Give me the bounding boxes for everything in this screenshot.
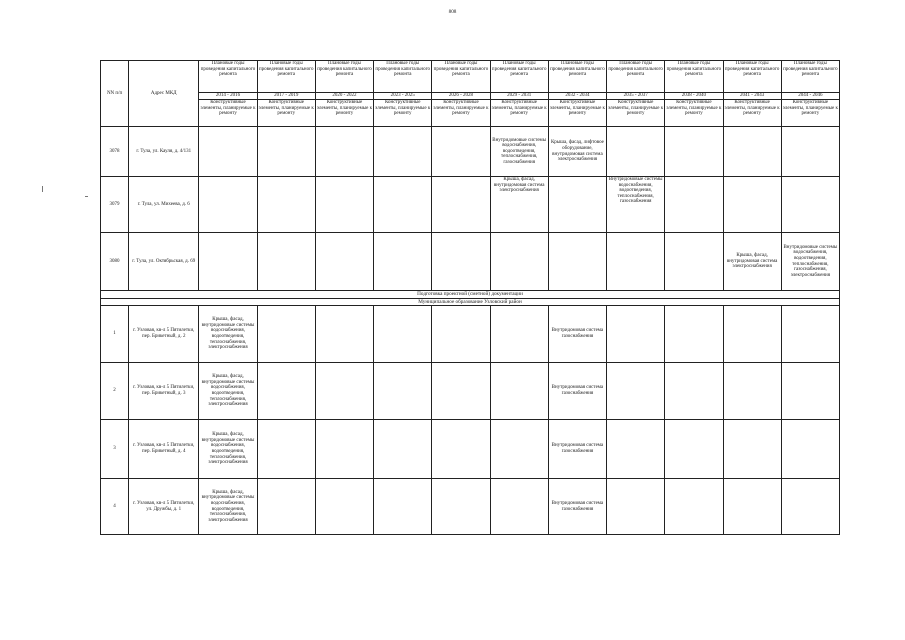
repair-cell	[315, 177, 373, 233]
column-header-elements: Конструктивные элементы, планируемые к ремонту	[490, 100, 548, 127]
row-address: г. Узловая, кв-л 5 Пятилетки, пер. Брикетный, д. 2	[129, 306, 199, 363]
column-header-period-label: Плановые годы проведения капитального ремонта	[723, 61, 781, 93]
repair-cell	[432, 177, 490, 233]
column-header-period-label: Плановые годы проведения капитального ремонта	[315, 61, 373, 93]
column-header-period-label: Плановые годы проведения капитального ремонта	[374, 61, 432, 93]
repair-cell	[374, 306, 432, 363]
repair-cell	[781, 363, 839, 420]
repair-cell	[257, 306, 315, 363]
column-header-address: Адрес МКД	[129, 61, 199, 127]
row-address: г. Тула, ул. Кауля, д. 4/131	[129, 127, 199, 177]
repair-cell	[781, 420, 839, 479]
repair-cell	[490, 233, 548, 291]
row-number: 1	[101, 306, 129, 363]
column-header-number: NN п/п	[101, 61, 129, 127]
repair-cell	[374, 233, 432, 291]
section-row	[101, 291, 840, 299]
column-header-elements: Конструктивные элементы, планируемые к ремонту	[548, 100, 606, 127]
repair-cell	[607, 127, 665, 177]
header-row	[101, 93, 840, 100]
header-row	[101, 100, 840, 127]
repair-cell: Крыша, фасад, внутридомовые системы водоснабжения, водоотведения, теплоснабжения, электроснабжения	[199, 306, 257, 363]
column-header-elements: Конструктивные элементы, планируемые к ремонту	[607, 100, 665, 127]
table-row	[101, 233, 840, 291]
column-header-elements: Конструктивные элементы, планируемые к ремонту	[315, 100, 373, 127]
repair-cell: Внутридомовые системы водоснабжения, водоотведения, теплоснабжения, газоснабжения	[490, 127, 548, 177]
table-body	[101, 127, 840, 535]
column-header-years: 2014 - 2016	[199, 93, 257, 100]
repair-cell: Внутридомовая система газоснабжения	[548, 479, 606, 535]
repair-cell: Внутридомовые системы водоснабжения, водоотведения, теплоснабжения, газоснабжения, электроснабжения	[781, 233, 839, 291]
column-header-period-label: Плановые годы проведения капитального ремонта	[432, 61, 490, 93]
column-header-years: 2041 - 2043	[723, 93, 781, 100]
table-row	[101, 420, 840, 479]
repair-cell	[432, 363, 490, 420]
row-number: 3	[101, 420, 129, 479]
repair-cell	[257, 420, 315, 479]
repair-cell	[723, 306, 781, 363]
repair-cell	[257, 479, 315, 535]
repair-cell: Крыша, фасад, лифтовое оборудование, внутридомовая система электроснабжения	[548, 127, 606, 177]
row-address: г. Узловая, кв-л 5 Пятилетки, пер. Брикетный, д. 3	[129, 363, 199, 420]
repair-cell	[548, 233, 606, 291]
repair-cell	[374, 127, 432, 177]
repair-cell	[781, 177, 839, 233]
repair-cell	[490, 363, 548, 420]
repair-cell	[490, 479, 548, 535]
repair-cell	[315, 306, 373, 363]
repair-cell	[490, 420, 548, 479]
repair-cell: Внутридомовая система газоснабжения	[548, 363, 606, 420]
repair-cell	[665, 306, 723, 363]
row-address: г. Тула, ул. Октябрьская, д. 69	[129, 233, 199, 291]
repair-cell	[781, 479, 839, 535]
repair-cell	[315, 127, 373, 177]
column-header-elements: Конструктивные элементы, планируемые к ремонту	[781, 100, 839, 127]
repair-cell	[374, 177, 432, 233]
repair-cell	[199, 177, 257, 233]
column-header-years: 2017 - 2019	[257, 93, 315, 100]
repair-cell	[199, 127, 257, 177]
column-header-period-label: Плановые годы проведения капитального ремонта	[665, 61, 723, 93]
repair-cell	[432, 127, 490, 177]
repair-cell	[607, 479, 665, 535]
scan-mark	[85, 196, 88, 197]
table-row	[101, 363, 840, 420]
column-header-years: 2035 - 2037	[607, 93, 665, 100]
column-header-period-label: Плановые годы проведения капитального ремонта	[548, 61, 606, 93]
repair-cell	[665, 363, 723, 420]
repair-cell: Крыша, фасад, внутридомовые системы водоснабжения, водоотведения, теплоснабжения, электроснабжения	[199, 479, 257, 535]
column-header-period-label: Плановые годы проведения капитального ремонта	[607, 61, 665, 93]
repair-cell	[723, 177, 781, 233]
repair-cell: Крыша, фасад, внутридомовые системы водоснабжения, водоотведения, теплоснабжения, электроснабжения	[199, 363, 257, 420]
repair-cell	[432, 420, 490, 479]
repair-cell	[374, 420, 432, 479]
column-header-years: 2032 - 2034	[548, 93, 606, 100]
column-header-elements: Конструктивные элементы, планируемые к ремонту	[723, 100, 781, 127]
column-header-period-label: Плановые годы проведения капитального ремонта	[257, 61, 315, 93]
repair-cell	[723, 420, 781, 479]
repair-cell	[432, 306, 490, 363]
column-header-elements: Конструктивные элементы, планируемые к ремонту	[199, 100, 257, 127]
repair-cell: Внутридомовая система газоснабжения	[548, 420, 606, 479]
repair-cell	[665, 233, 723, 291]
repair-cell	[665, 177, 723, 233]
repair-cell	[432, 479, 490, 535]
column-header-period-label: Плановые годы проведения капитального ремонта	[199, 61, 257, 93]
repair-cell	[199, 233, 257, 291]
row-number: 2	[101, 363, 129, 420]
row-number: 4	[101, 479, 129, 535]
repair-cell	[607, 420, 665, 479]
repair-cell	[723, 363, 781, 420]
repair-cell: Внутридомовая система газоснабжения	[548, 306, 606, 363]
repair-cell	[315, 420, 373, 479]
column-header-years: 2044 - 2046	[781, 93, 839, 100]
repair-cell	[781, 127, 839, 177]
table-row	[101, 306, 840, 363]
repair-cell: Крыша, фасад, внутридомовая система электроснабжения	[490, 177, 548, 233]
repair-cell	[723, 479, 781, 535]
row-number: 3079	[101, 177, 129, 233]
column-header-elements: Конструктивные элементы, планируемые к ремонту	[432, 100, 490, 127]
row-address: г. Узловая, кв-л 5 Пятилетки, пер. Брикетный, д. 4	[129, 420, 199, 479]
column-header-elements: Конструктивные элементы, планируемые к ремонту	[257, 100, 315, 127]
repair-cell	[315, 363, 373, 420]
repair-cell	[723, 127, 781, 177]
repair-cell	[548, 177, 606, 233]
row-number: 3080	[101, 233, 129, 291]
capital-repair-table	[100, 60, 840, 535]
row-number: 3078	[101, 127, 129, 177]
page-number: 808	[448, 9, 457, 15]
table-row	[101, 479, 840, 535]
repair-cell	[665, 420, 723, 479]
repair-cell: Внутридомовые системы водоснабжения, водоотведения, теплоснабжения, газоснабжения	[607, 177, 665, 233]
column-header-years: 2020 - 2022	[315, 93, 373, 100]
row-address: г. Тула, ул. Михеева, д. 6	[129, 177, 199, 233]
repair-cell	[607, 306, 665, 363]
column-header-years: 2029 - 2031	[490, 93, 548, 100]
row-address: г. Узловая, кв-л 5 Пятилетки, ул. Дружбы, д. 1	[129, 479, 199, 535]
section-subtitle: Муниципальное образование Узловский район	[101, 298, 840, 306]
table-row	[101, 177, 840, 233]
repair-cell	[257, 233, 315, 291]
column-header-years: 2023 - 2025	[374, 93, 432, 100]
column-header-years: 2038 - 2040	[665, 93, 723, 100]
repair-cell	[374, 479, 432, 535]
repair-cell	[315, 479, 373, 535]
column-header-elements: Конструктивные элементы, планируемые к ремонту	[374, 100, 432, 127]
repair-cell	[607, 363, 665, 420]
repair-cell	[432, 233, 490, 291]
repair-cell	[257, 127, 315, 177]
repair-cell	[607, 233, 665, 291]
repair-cell	[374, 363, 432, 420]
table-header	[101, 61, 840, 127]
repair-cell	[257, 363, 315, 420]
scan-mark	[42, 186, 43, 192]
repair-cell	[665, 127, 723, 177]
section-row	[101, 298, 840, 306]
column-header-period-label: Плановые годы проведения капитального ремонта	[781, 61, 839, 93]
column-header-elements: Конструктивные элементы, планируемые к ремонту	[665, 100, 723, 127]
column-header-period-label: Плановые годы проведения капитального ремонта	[490, 61, 548, 93]
repair-cell	[665, 479, 723, 535]
repair-cell	[257, 177, 315, 233]
table-row	[101, 127, 840, 177]
repair-cell	[781, 306, 839, 363]
column-header-years: 2026 - 2028	[432, 93, 490, 100]
repair-cell	[490, 306, 548, 363]
header-row	[101, 61, 840, 93]
repair-cell: Крыша, фасад, внутридомовые системы водоснабжения, водоотведения, теплоснабжения, электроснабжения	[199, 420, 257, 479]
section-title: Подготовка проектной (сметной) документации	[101, 291, 840, 299]
repair-cell	[315, 233, 373, 291]
repair-cell: Крыша, фасад, внутридомовая система электроснабжения	[723, 233, 781, 291]
